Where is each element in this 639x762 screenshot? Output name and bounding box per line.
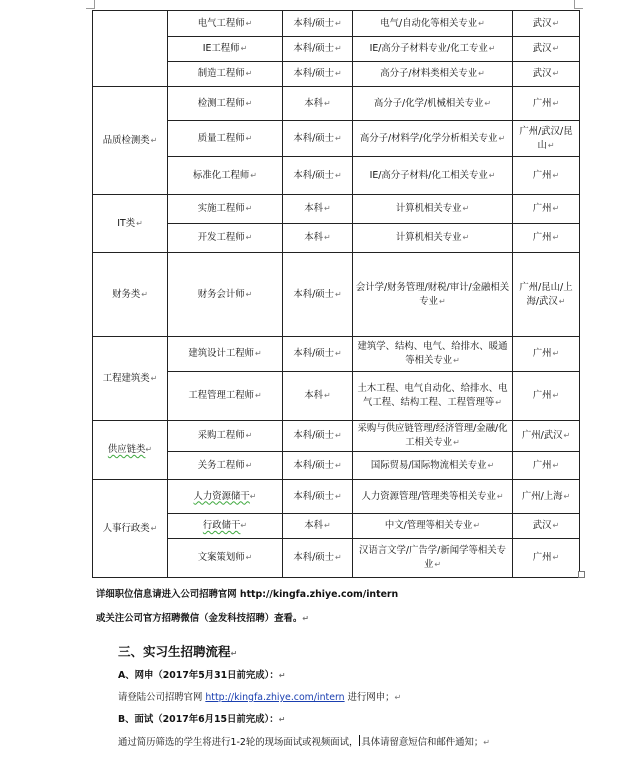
major-cell: 高分子/材料学/化学分析相关专业 ↵ <box>353 121 513 157</box>
category-cell: IT类 ↵ <box>93 195 168 253</box>
degree-cell: 本科/硕士 ↵ <box>283 253 353 337</box>
location-cell: 广州 ↵ <box>513 539 580 578</box>
location-cell: 武汉 ↵ <box>513 11 580 37</box>
recruit-site-link[interactable]: http://kingfa.zhiye.com/intern <box>205 692 345 703</box>
location-cell: 广州 ↵ <box>513 337 580 372</box>
crop-mark-top-right <box>574 0 583 9</box>
position-cell: 采购工程师 ↵ <box>168 421 283 452</box>
major-cell: 中文/管理等相关专业 ↵ <box>353 514 513 539</box>
major-cell: 电气/自动化等相关专业 ↵ <box>353 11 513 37</box>
position-cell: 文案策划师 ↵ <box>168 539 283 578</box>
degree-cell: 本科/硕士 ↵ <box>283 539 353 578</box>
location-cell: 广州 ↵ <box>513 224 580 253</box>
major-cell: 会计学/财务管理/财税/审计/金融相关专业 ↵ <box>353 253 513 337</box>
position-cell: 财务会计师 ↵ <box>168 253 283 337</box>
table-row <box>93 87 580 121</box>
location-cell: 武汉 ↵ <box>513 37 580 62</box>
major-cell: 建筑学、结构、电气、给排水、暖通等相关专业 ↵ <box>353 337 513 372</box>
recruit-site-link[interactable]: http://kingfa.zhiye.com/intern <box>239 589 399 600</box>
degree-cell: 本科/硕士 ↵ <box>283 157 353 195</box>
note-line-2: 或关注公司官方招聘微信（金发科技招聘）查看。↵ <box>96 613 309 624</box>
position-cell: 开发工程师 ↵ <box>168 224 283 253</box>
major-cell: 汉语言文学/广告学/新闻学等相关专业 ↵ <box>353 539 513 578</box>
position-cell: 质量工程师 ↵ <box>168 121 283 157</box>
location-cell: 广州/武汉/昆山 ↵ <box>513 121 580 157</box>
location-cell: 广州/武汉 ↵ <box>513 421 580 452</box>
major-cell: IE/高分子材料专业/化工专业 ↵ <box>353 37 513 62</box>
major-cell: 采购与供应链管理/经济管理/金融/化工相关专业 ↵ <box>353 421 513 452</box>
step-a-text: 请登陆公司招聘官网 http://kingfa.zhiye.com/intern 进行网申；↵ <box>118 692 402 703</box>
table-row <box>93 11 580 37</box>
degree-cell: 本科/硕士 ↵ <box>283 37 353 62</box>
major-cell: 高分子/材料类相关专业 ↵ <box>353 62 513 87</box>
location-cell: 广州 ↵ <box>513 87 580 121</box>
degree-cell: 本科/硕士 ↵ <box>283 480 353 514</box>
degree-cell: 本科/硕士 ↵ <box>283 62 353 87</box>
location-cell: 广州 ↵ <box>513 195 580 224</box>
crop-mark-top-left <box>86 0 95 9</box>
degree-cell: 本科 ↵ <box>283 372 353 421</box>
step-b-text: 通过简历筛选的学生将进行1-2轮的现场面试或视频面试， 具体请留意短信和邮件通知；↵ <box>118 737 490 748</box>
degree-cell: 本科 ↵ <box>283 195 353 224</box>
table-row <box>93 337 580 372</box>
degree-cell: 本科/硕士 ↵ <box>283 337 353 372</box>
major-cell: 计算机相关专业 ↵ <box>353 195 513 224</box>
location-cell: 广州/昆山/上海/武汉 ↵ <box>513 253 580 337</box>
position-cell: 制造工程师 ↵ <box>168 62 283 87</box>
table-row <box>93 421 580 452</box>
category-cell: 品质检测类 ↵ <box>93 87 168 195</box>
table-row <box>93 195 580 224</box>
location-cell: 广州 ↵ <box>513 157 580 195</box>
degree-cell: 本科/硕士 ↵ <box>283 11 353 37</box>
job-positions-table <box>92 10 580 578</box>
note-line-1: 详细职位信息请进入公司招聘官网 http://kingfa.zhiye.com/intern <box>96 589 399 600</box>
position-cell: 检测工程师 ↵ <box>168 87 283 121</box>
step-b-title: B、面试（2017年6月15日前完成）：↵ <box>118 714 286 725</box>
location-cell: 武汉 ↵ <box>513 62 580 87</box>
category-cell: 供应链类↵ <box>93 421 168 480</box>
degree-cell: 本科 ↵ <box>283 514 353 539</box>
major-cell: 计算机相关专业 ↵ <box>353 224 513 253</box>
major-cell: 土木工程、电气自动化、给排水、电气工程、结构工程、工程管理等 ↵ <box>353 372 513 421</box>
position-cell: IE工程师 ↵ <box>168 37 283 62</box>
position-cell: 电气工程师 ↵ <box>168 11 283 37</box>
major-cell: 高分子/化学/机械相关专业 ↵ <box>353 87 513 121</box>
location-cell: 广州 ↵ <box>513 372 580 421</box>
position-cell: 实施工程师 ↵ <box>168 195 283 224</box>
category-cell: 财务类 ↵ <box>93 253 168 337</box>
position-cell: 关务工程师 ↵ <box>168 452 283 480</box>
position-cell: 行政储干↵ <box>168 514 283 539</box>
degree-cell: 本科 ↵ <box>283 224 353 253</box>
major-cell: 人力资源管理/管理类等相关专业 ↵ <box>353 480 513 514</box>
position-cell: 标准化工程师 ↵ <box>168 157 283 195</box>
category-cell: 人事行政类 ↵ <box>93 480 168 578</box>
table-row <box>93 253 580 337</box>
table-resize-handle[interactable] <box>578 571 585 578</box>
degree-cell: 本科/硕士 ↵ <box>283 421 353 452</box>
major-cell: 国际贸易/国际物流相关专业 ↵ <box>353 452 513 480</box>
step-a-title: A、网申（2017年5月31日前完成）：↵ <box>118 670 286 681</box>
degree-cell: 本科/硕士 ↵ <box>283 452 353 480</box>
location-cell: 广州 ↵ <box>513 452 580 480</box>
position-cell: 建筑设计工程师 ↵ <box>168 337 283 372</box>
major-cell: IE/高分子材料/化工相关专业 ↵ <box>353 157 513 195</box>
table-row <box>93 480 580 514</box>
location-cell: 武汉 ↵ <box>513 514 580 539</box>
degree-cell: 本科/硕士 ↵ <box>283 121 353 157</box>
location-cell: 广州/上海 ↵ <box>513 480 580 514</box>
category-cell: 工程建筑类 ↵ <box>93 337 168 421</box>
category-cell <box>93 11 168 87</box>
degree-cell: 本科 ↵ <box>283 87 353 121</box>
position-cell: 工程管理工程师 ↵ <box>168 372 283 421</box>
section-heading: 三、实习生招聘流程↵ <box>118 644 238 659</box>
position-cell: 人力资源储干↵ <box>168 480 283 514</box>
